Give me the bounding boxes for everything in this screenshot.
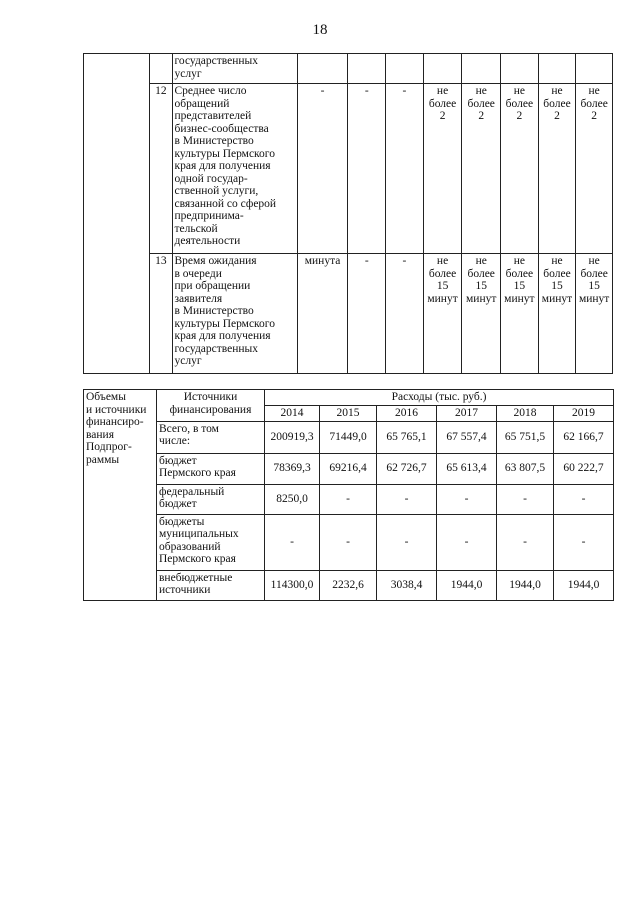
unit-cell: минута bbox=[297, 254, 348, 374]
target-cell: не более 15 минут bbox=[462, 254, 501, 374]
source-name: внебюджетные источники bbox=[157, 570, 265, 600]
amount-cell: 2232,6 bbox=[320, 570, 377, 600]
amount-cell: 63 807,5 bbox=[497, 453, 554, 484]
year-header: 2017 bbox=[437, 405, 497, 421]
table-header-row bbox=[84, 390, 614, 406]
amount-cell: 78369,3 bbox=[265, 453, 320, 484]
target-cell: не более 15 минут bbox=[576, 254, 613, 374]
expenses-header: Расходы (тыс. руб.) bbox=[265, 390, 614, 406]
amount-cell: 1944,0 bbox=[437, 570, 497, 600]
value-cell: - bbox=[386, 254, 424, 374]
amount-cell: 3038,4 bbox=[377, 570, 437, 600]
amount-cell: 1944,0 bbox=[554, 570, 614, 600]
amount-cell: - bbox=[265, 514, 320, 570]
target-cell: не более 2 bbox=[538, 84, 576, 254]
financing-table bbox=[83, 389, 614, 601]
year-header: 2014 bbox=[265, 405, 320, 421]
indicators-table bbox=[83, 53, 613, 374]
amount-cell: 65 751,5 bbox=[497, 421, 554, 453]
amount-cell: 69216,4 bbox=[320, 453, 377, 484]
target-cell: не более 15 минут bbox=[538, 254, 576, 374]
year-header: 2018 bbox=[497, 405, 554, 421]
amount-cell: 60 222,7 bbox=[554, 453, 614, 484]
table-row bbox=[84, 84, 613, 254]
table-row bbox=[84, 254, 613, 374]
year-header: 2019 bbox=[554, 405, 614, 421]
amount-cell: 65 765,1 bbox=[377, 421, 437, 453]
amount-cell: 67 557,4 bbox=[437, 421, 497, 453]
target-cell: не более 2 bbox=[501, 84, 539, 254]
amount-cell: 114300,0 bbox=[265, 570, 320, 600]
unit-cell: - bbox=[297, 84, 348, 254]
year-header: 2015 bbox=[320, 405, 377, 421]
amount-cell: - bbox=[497, 514, 554, 570]
target-cell: не более 15 минут bbox=[501, 254, 539, 374]
value-cell: - bbox=[348, 84, 386, 254]
amount-cell: 65 613,4 bbox=[437, 453, 497, 484]
amount-cell: - bbox=[320, 484, 377, 514]
amount-cell: 200919,3 bbox=[265, 421, 320, 453]
table-row bbox=[84, 453, 614, 484]
table-row bbox=[84, 514, 614, 570]
page-number: 18 bbox=[312, 22, 328, 38]
section-label: Объемы и источники финансиро- вания Подпрог- раммы bbox=[84, 390, 157, 601]
amount-cell: 62 166,7 bbox=[554, 421, 614, 453]
amount-cell: 71449,0 bbox=[320, 421, 377, 453]
value-cell: - bbox=[386, 84, 424, 254]
amount-cell: - bbox=[554, 514, 614, 570]
target-cell: не более 2 bbox=[576, 84, 613, 254]
amount-cell: - bbox=[377, 484, 437, 514]
target-cell: не более 2 bbox=[423, 84, 462, 254]
target-cell: не более 15 минут bbox=[423, 254, 462, 374]
amount-cell: - bbox=[320, 514, 377, 570]
amount-cell: - bbox=[437, 484, 497, 514]
table-row bbox=[84, 570, 614, 600]
target-cell: не более 2 bbox=[462, 84, 501, 254]
amount-cell: - bbox=[497, 484, 554, 514]
table-row bbox=[84, 421, 614, 453]
table-row bbox=[84, 484, 614, 514]
sources-header: Источники финансирования bbox=[157, 390, 265, 422]
indicator-name: Время ожидания в очереди при обращении заявителя в Министерство культуры Пермского края для получения государственных услуг bbox=[172, 254, 297, 374]
amount-cell: - bbox=[377, 514, 437, 570]
amount-cell: 1944,0 bbox=[497, 570, 554, 600]
source-name: бюджет Пермского края bbox=[157, 453, 265, 484]
year-header: 2016 bbox=[377, 405, 437, 421]
source-name: Всего, в том числе: bbox=[157, 421, 265, 453]
source-name: бюджеты муниципальных образований Пермского края bbox=[157, 514, 265, 570]
indicator-name: государственных услуг bbox=[172, 54, 297, 84]
amount-cell: - bbox=[437, 514, 497, 570]
amount-cell: 8250,0 bbox=[265, 484, 320, 514]
source-name: федеральный бюджет bbox=[157, 484, 265, 514]
amount-cell: 62 726,7 bbox=[377, 453, 437, 484]
table-row bbox=[84, 54, 613, 84]
indicator-name: Среднее число обращений представителей бизнес-сообщества в Министерство культуры Пермского края для получения одной государ- ственной услуги, связанной со сферой предпринима- тельской деятельности bbox=[172, 84, 297, 254]
row-number: 12 bbox=[150, 84, 172, 254]
row-number: 13 bbox=[150, 254, 172, 374]
amount-cell: - bbox=[554, 484, 614, 514]
value-cell: - bbox=[348, 254, 386, 374]
